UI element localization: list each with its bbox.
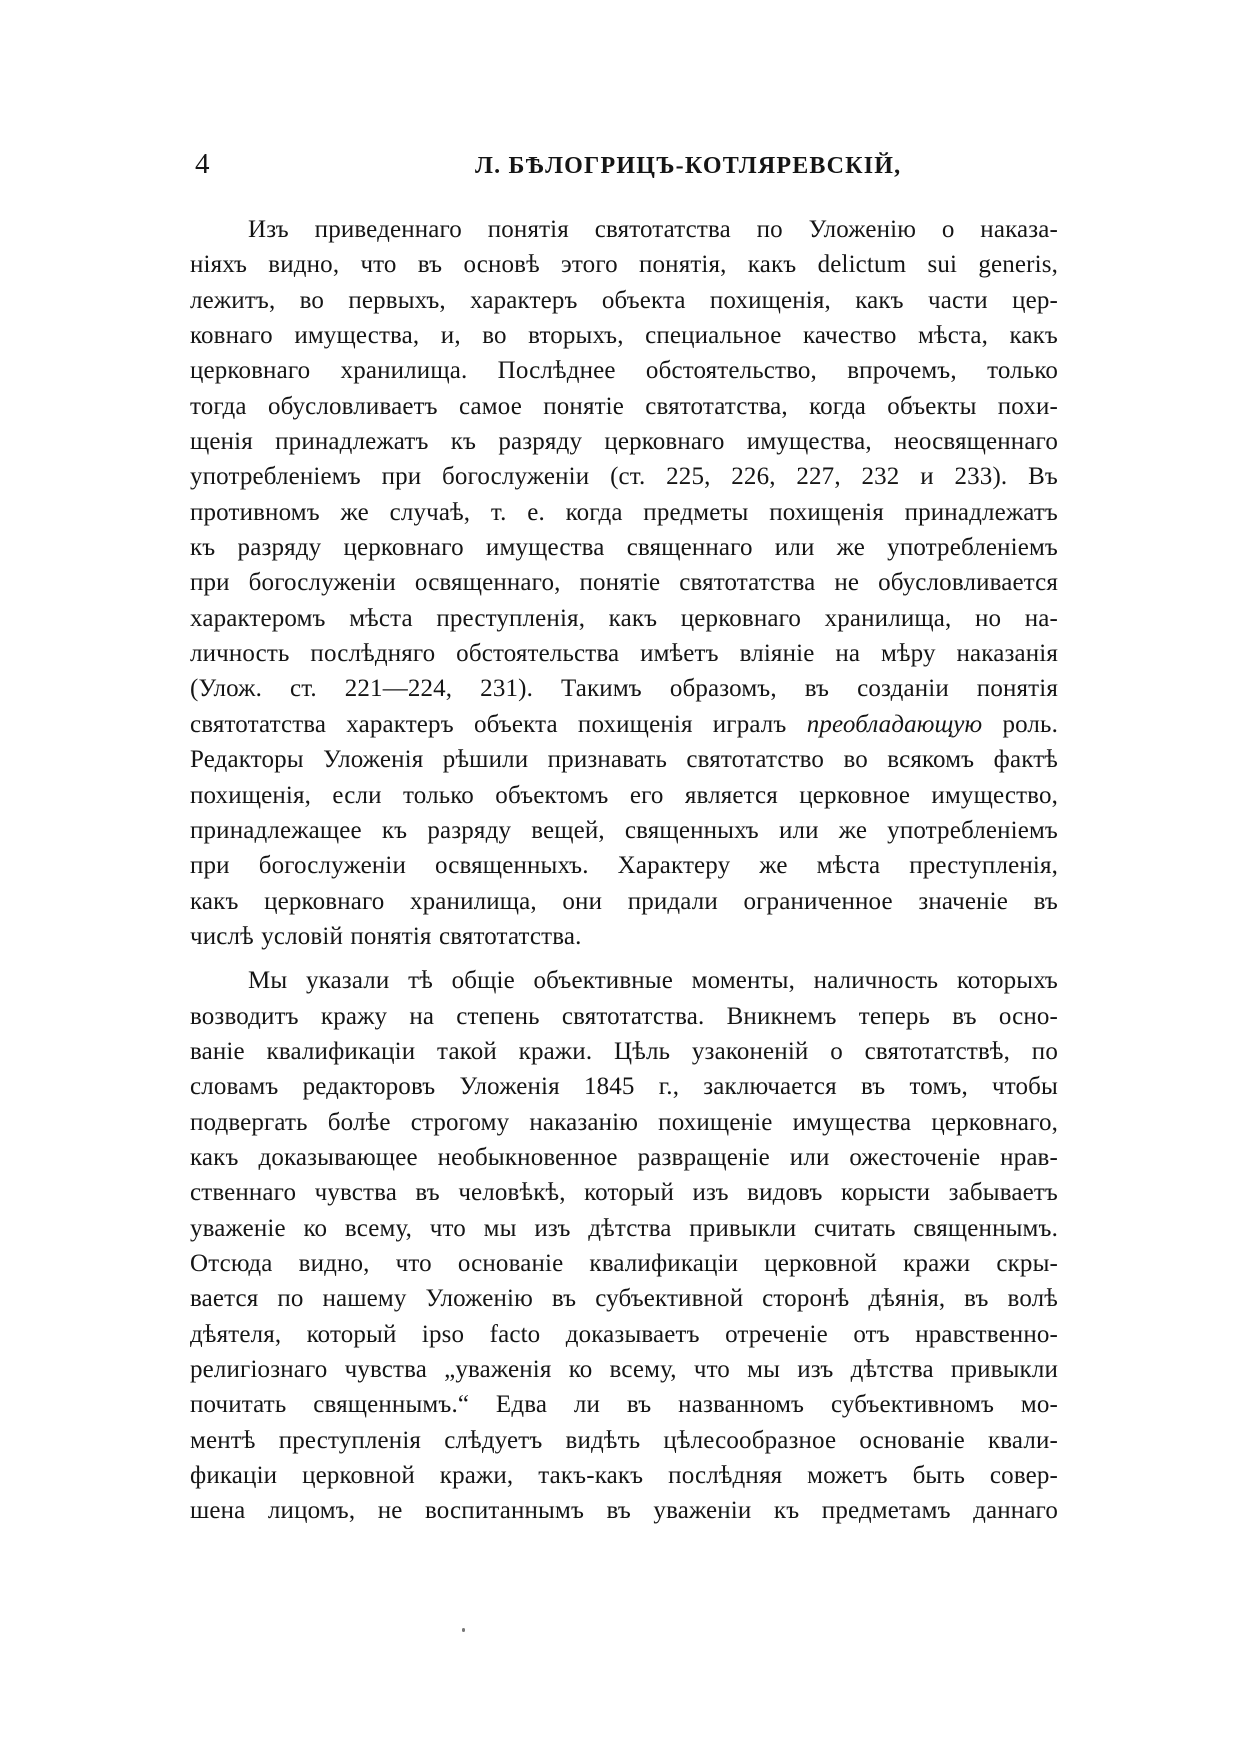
text-line: религіознаго чувства „уваженія ко всему, что мы изъ дѣтства привыкли [190,1356,1058,1383]
text-line: щенія принадлежатъ къ разряду церковнаго имущества, неосвященнаго [190,428,1058,456]
text-line: похищенія, если только объектомъ его является церковное имущество, [190,781,1058,809]
text-line-with-emphasis [190,707,1058,742]
text-line: (Улож. ст. 221—224, 231). Такимъ образомъ, въ созданіи понятія [190,675,1058,703]
text-line: подвергать болѣе строгому наказанію похищеніе имущества церковнаго, [190,1108,1058,1136]
page-number: 4 [195,148,210,180]
text-line: вается по нашему Уложенію въ субъективной сторонѣ дѣянія, въ волѣ [190,1285,1058,1313]
text-line: какъ церковнаго хранилища, они придали ограниченное значеніе въ [190,887,1058,915]
text-line: при богослуженіи освященнаго, понятіе святотатства не обусловливается [190,569,1058,597]
text-line: при богослуженіи освященныхъ. Характеру же мѣста преступленія, [190,852,1058,880]
text-line: ковнаго имущества, и, во вторыхъ, специальное качество мѣста, какъ [190,322,1058,350]
page-header [195,147,1060,187]
text-line: принадлежащее къ разряду вещей, священныхъ или же употребленіемъ [190,816,1058,844]
text-line: противномъ же случаѣ, т. е. когда предметы похищенія принадлежатъ [190,498,1058,526]
text-line: характеромъ мѣста преступленія, какъ церковнаго хранилища, но на- [190,604,1058,632]
text-line: употребленіемъ при богослуженіи (ст. 225, 226, 227, 232 и 233). Въ [190,463,1058,491]
text-line: ственнаго чувства въ человѣкѣ, который изъ видовъ корысти забываетъ [190,1179,1058,1207]
text-line: фикаціи церковной кражи, такъ-какъ послѣдняя можетъ быть совер- [190,1462,1058,1490]
emphasized-word: преобладающую [806,710,983,738]
text-line: церковнаго хранилища. Послѣднее обстоятельство, впрочемъ, только [190,357,1058,385]
text-line: шена лицомъ, не воспитаннымъ въ уваженіи къ предметамъ даннаго [190,1497,1058,1525]
text-line: словамъ редакторовъ Уложенія 1845 г., заключается въ томъ, чтобы [190,1073,1058,1101]
text-line: Отсюда видно, что основаніе квалификаціи церковной кражи скры- [190,1249,1058,1277]
text-line: возводитъ кражу на степень святотатства. Вникнемъ теперь въ осно- [190,1002,1058,1030]
text-line: почитать священнымъ.“ Едва ли въ названномъ субъективномъ мо- [190,1391,1058,1419]
text-line: ментѣ преступленія слѣдуетъ видѣть цѣлесообразное основаніе квали- [190,1426,1058,1454]
text-line: лежитъ, во первыхъ, характеръ объекта похищенія, какъ части цер- [190,286,1058,314]
text-line: Редакторы Уложенія рѣшили признавать святотатство во всякомъ фактѣ [190,746,1058,774]
paragraph-gap [190,954,1058,963]
text-fragment: роль. [982,710,1058,738]
text-line: къ разряду церковнаго имущества священнаго или же употребленіемъ [190,534,1058,562]
text-line: какъ доказывающее необыкновенное развращеніе или ожесточеніе нрав- [190,1143,1058,1171]
text-fragment: святотатства характеръ объекта похищенія игралъ [190,710,807,738]
running-title: Л. БѢЛОГРИЦЪ-КОТЛЯРЕВСКІЙ, [475,153,902,179]
text-line: числѣ условій понятія святотатства. [190,922,582,950]
text-line: личность послѣдняго обстоятельства имѣетъ вліяніе на мѣру наказанія [190,640,1058,668]
body-text [190,212,1058,1529]
text-line: ваніе квалификаціи такой кражи. Цѣль узаконеній о святотатствѣ, по [190,1037,1058,1065]
text-line: Мы указали тѣ общіе объективные моменты, наличность которыхъ [248,967,1058,995]
text-line: тогда обусловливаетъ самое понятіе святотатства, когда объекты похи- [190,392,1058,420]
text-line: ніяхъ видно, что въ основѣ этого понятія, какъ delictum sui generis, [190,251,1058,279]
text-line: дѣятеля, который ipso facto доказываетъ отреченіе отъ нравственно- [190,1320,1058,1348]
text-line: уваженіе ко всему, что мы изъ дѣтства привыкли считать священнымъ. [190,1214,1058,1242]
text-line: Изъ приведеннаго понятія святотатства по Уложенію о наказа- [248,216,1058,243]
print-speck [462,1628,465,1632]
